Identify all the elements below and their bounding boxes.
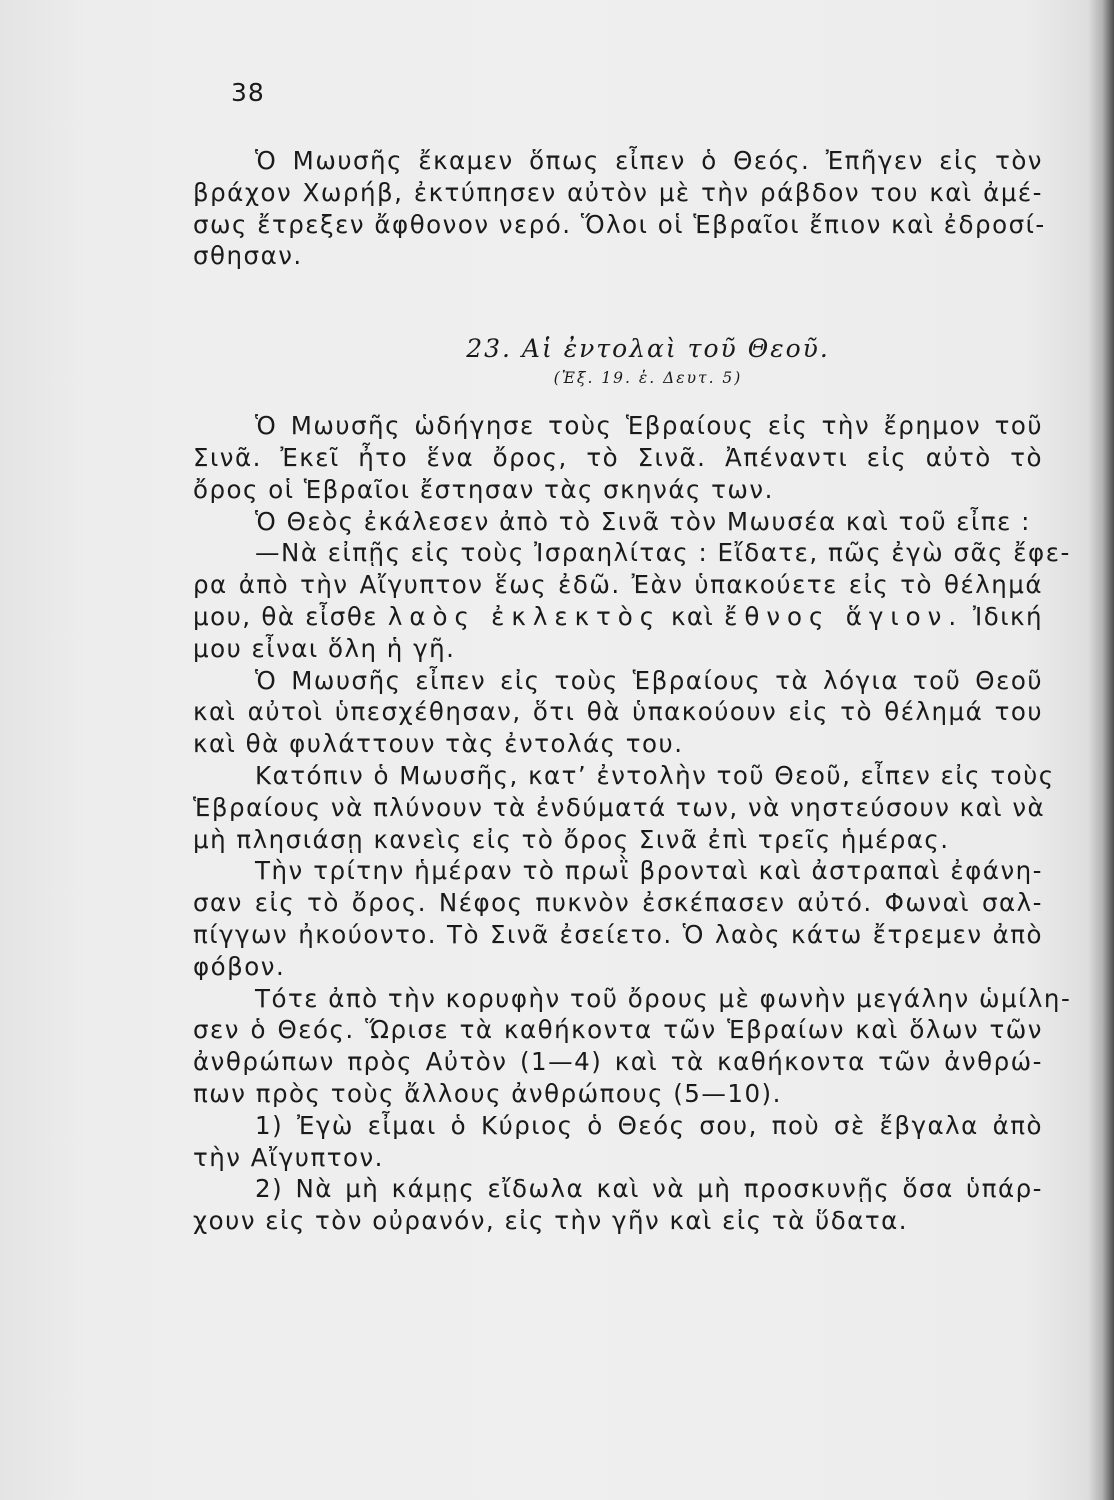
- text-fragment: καὶ: [670, 601, 715, 631]
- text-line: σεν ὁ Θεός. Ὥρισε τὰ καθήκοντα τῶν Ἑβραίων καὶ ὅλων τῶν: [193, 1015, 1043, 1045]
- text-line: ὄρος οἱ Ἑβραῖοι ἔστησαν τὰς σκηνάς των.: [193, 474, 774, 504]
- text-line: Ὁ Μωυσῆς ἔκαμεν ὅπως εἶπεν ὁ Θεός. Ἐπῆγεν εἰς τὸν: [255, 146, 1043, 175]
- page-number: 38: [231, 78, 265, 107]
- text-line: [193, 601, 1043, 633]
- text-line: 1) Ἐγὼ εἶμαι ὁ Κύριος ὁ Θεός σου, ποὺ σὲ ἔβγαλα ἀπὸ: [255, 1110, 1043, 1140]
- spaced-emphasis: λαὸς ἐκλεκτὸς: [387, 601, 662, 631]
- text-line: τὴν Αἴγυπτον.: [193, 1142, 384, 1172]
- paragraph-5: [193, 665, 1043, 760]
- text-line: Τὴν τρίτην ἡμέραν τὸ πρωῒ βρονταὶ καὶ ἀστραπαὶ ἐφάνη-: [255, 856, 1043, 886]
- text-line: Ἑβραίους νὰ πλύνουν τὰ ἐνδύματά των, νὰ νηστεύσουν καὶ νὰ: [193, 792, 1046, 822]
- paragraph-8: [193, 983, 1072, 1110]
- text-line: χουν εἰς τὸν οὐρανόν, εἰς τὴν γῆν καὶ εἰς τὰ ὕδατα.: [193, 1206, 909, 1236]
- paragraph-7: [193, 855, 1043, 982]
- text-line: πων πρὸς τοὺς ἄλλους ἀνθρώπους (5—10).: [193, 1078, 782, 1108]
- paragraph-1: [193, 145, 1046, 272]
- text-line: καὶ αὐτοὶ ὑπεσχέθησαν, ὅτι θὰ ὑπακούουν εἰς τὸ θέλημά του: [193, 697, 1043, 727]
- text-fragment: μου, θὰ εἶσθε: [193, 601, 379, 631]
- text-line: καὶ θὰ φυλάττουν τὰς ἐντολάς του.: [193, 729, 684, 759]
- text-line: μου εἶναι ὅλη ἡ γῆ.: [193, 633, 456, 663]
- paragraph-6: [193, 760, 1055, 855]
- text-line: Ὁ Θεὸς ἐκάλεσεν ἀπὸ τὸ Σινᾶ τὸν Μωυσέα καὶ τοῦ εἶπε :: [255, 506, 1031, 536]
- paragraph-4: [193, 537, 1071, 664]
- text-line: Τότε ἀπὸ τὴν κορυφὴν τοῦ ὄρους μὲ φωνὴν μεγάλην ὡμίλη-: [255, 983, 1072, 1013]
- commandment-1: [193, 1110, 1043, 1174]
- text-line: —Νὰ εἰπῇς εἰς τοὺς Ἰσραηλίτας : Εἴδατε, πῶς ἐγὼ σᾶς ἔφε-: [255, 538, 1071, 568]
- spaced-emphasis: ἔθνος ἅγιον.: [724, 601, 964, 631]
- text-line: φόβον.: [193, 951, 286, 981]
- text-line: ρα ἀπὸ τὴν Αἴγυπτον ἕως ἐδῶ. Ἐὰν ὑπακούετε εἰς τὸ θέλημά: [193, 570, 1043, 600]
- commandment-2: [193, 1173, 1043, 1237]
- paragraph-2: [193, 410, 1043, 505]
- section-title: 23. Αἱ ἐντολαὶ τοῦ Θεοῦ.: [466, 334, 830, 364]
- text-line: Ὁ Μωυσῆς εἶπεν εἰς τοὺς Ἑβραίους τὰ λόγια τοῦ Θεοῦ: [255, 665, 1043, 695]
- text-line: σως ἔτρεξεν ἄφθονον νερό. Ὅλοι οἱ Ἑβραῖοι ἔπιον καὶ ἐδροσί-: [193, 209, 1046, 239]
- text-line: Σινᾶ. Ἐκεῖ ἦτο ἕνα ὄρος, τὸ Σινᾶ. Ἀπέναντι εἰς αὐτὸ τὸ: [193, 442, 1043, 472]
- text-line: σθησαν.: [193, 241, 303, 271]
- text-line: Κατόπιν ὁ Μωυσῆς, κατ’ ἐντολὴν τοῦ Θεοῦ, εἶπεν εἰς τοὺς: [255, 760, 1055, 790]
- text-line: μὴ πλησιάσῃ κανεὶς εἰς τὸ ὄρος Σινᾶ ἐπὶ τρεῖς ἡμέρας.: [193, 824, 950, 854]
- text-line: σαν εἰς τὸ ὄρος. Νέφος πυκνὸν ἐσκέπασεν αὐτό. Φωναὶ σαλ-: [193, 888, 1043, 918]
- text-line: Ὁ Μωυσῆς ὡδήγησε τοὺς Ἑβραίους εἰς τὴν ἔρημον τοῦ: [255, 411, 1043, 441]
- page-text: [193, 145, 1072, 1237]
- section-reference: (Ἐξ. 19. ἑ. Δευτ. 5): [553, 369, 743, 388]
- text-line: 2) Νὰ μὴ κάμῃς εἴδωλα καὶ νὰ μὴ προσκυνῇς ὅσα ὑπάρ-: [255, 1174, 1043, 1204]
- text-line: βράχον Χωρήβ, ἐκτύπησεν αὐτὸν μὲ τὴν ράβδον του καὶ ἀμέ-: [193, 177, 1043, 207]
- paragraph-3: [193, 506, 1043, 538]
- text-line: ἀνθρώπων πρὸς Αὐτὸν (1—4) καὶ τὰ καθήκοντα τῶν ἀνθρώ-: [193, 1047, 1043, 1077]
- text-fragment: Ἰδική: [972, 601, 1043, 631]
- page-edge-shadow: [1088, 0, 1114, 1500]
- text-line: πίγγων ἠκούοντο. Τὸ Σινᾶ ἐσείετο. Ὁ λαὸς κάτω ἔτρεμεν ἀπὸ: [193, 919, 1043, 949]
